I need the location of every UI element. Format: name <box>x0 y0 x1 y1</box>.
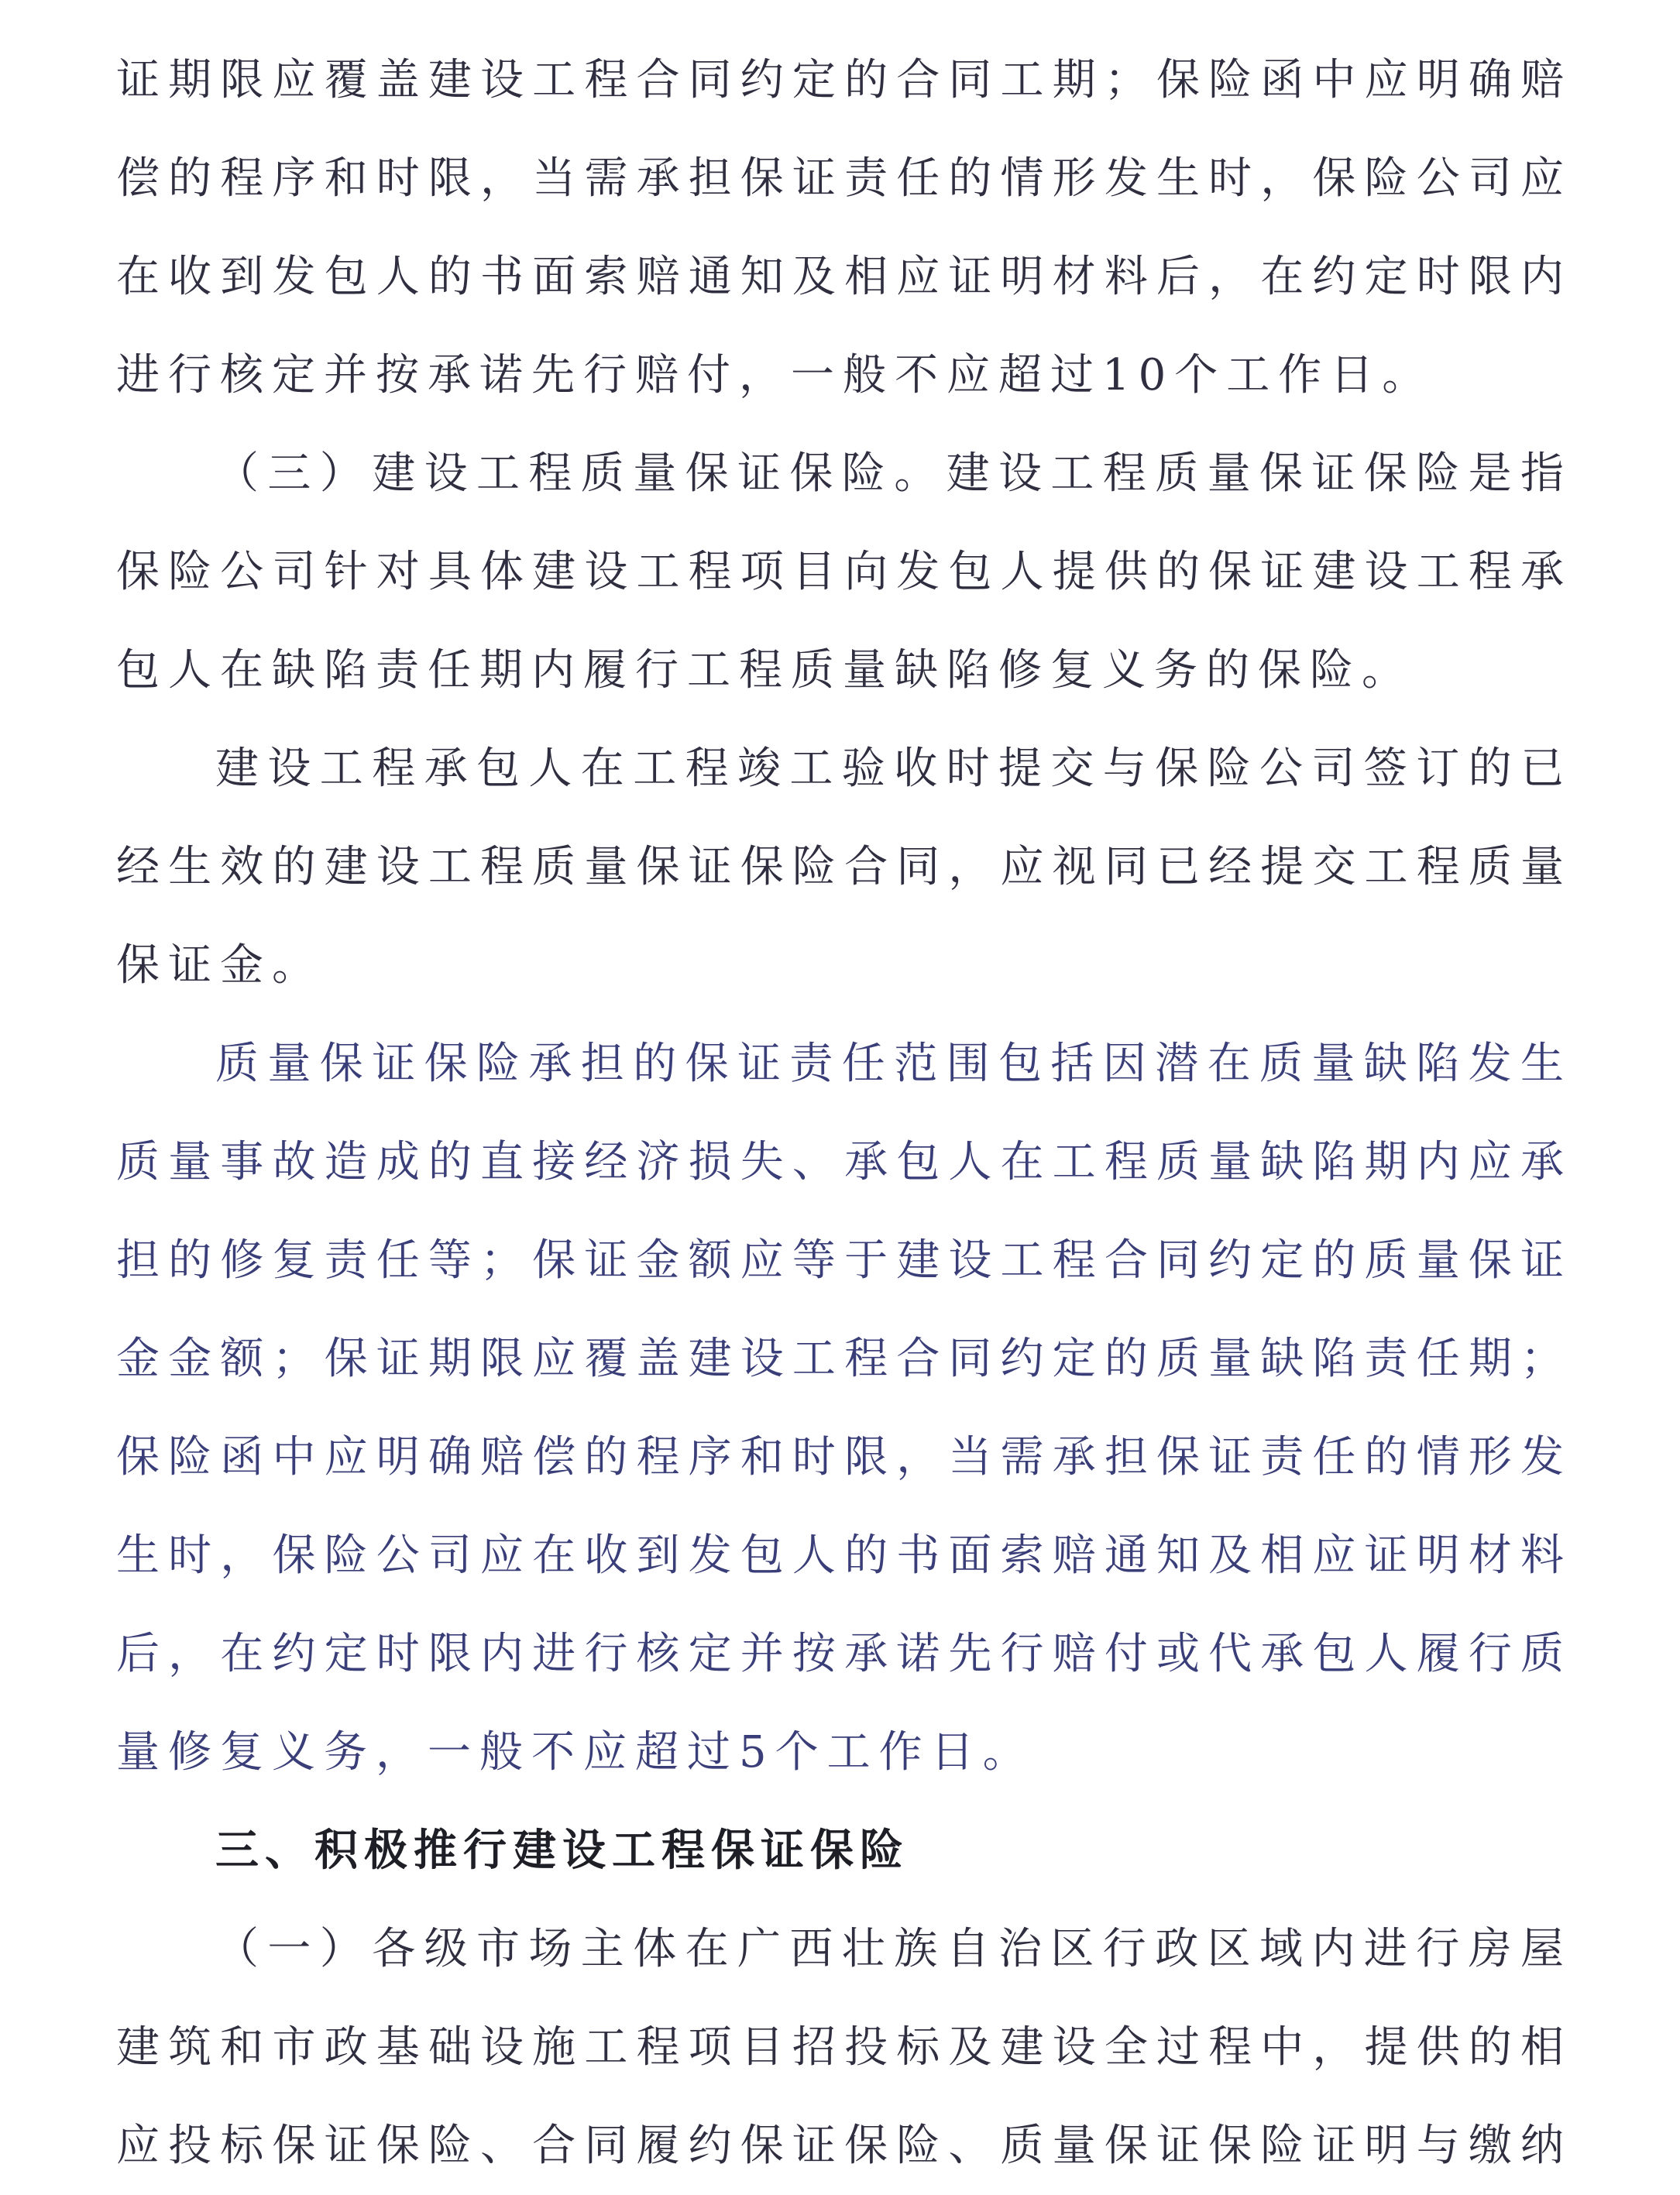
paragraph-start: （一）各级市场主体在广西壮族自治区行政区域内进行房屋 <box>215 1924 1572 1974</box>
text-line: 量修复义务，一般不应超过5个工作日。 <box>116 1727 1035 1778</box>
chapter-heading: 三、积极推行建设工程保证保险 <box>215 1826 909 1876</box>
text-line: 进行核定并按承诺先行赔付，一般不应超过10个工作日。 <box>116 350 1434 400</box>
text-line: 保险函中应明确赔偿的程序和时限，当需承担保证责任的情形发 <box>116 1432 1572 1482</box>
text-line: 保险公司针对具体建设工程项目向发包人提供的保证建设工程承 <box>116 547 1572 597</box>
text-line: 建筑和市政基础设施工程项目招投标及建设全过程中，提供的相 <box>116 2022 1572 2073</box>
text-line: 在收到发包人的书面索赔通知及相应证明材料后，在约定时限内 <box>116 252 1572 302</box>
text-line: 质量事故造成的直接经济损失、承包人在工程质量缺陷期内应承 <box>116 1137 1572 1187</box>
text-line: 保证金。 <box>116 940 324 991</box>
text-line: 经生效的建设工程质量保证保险合同，应视同已经提交工程质量 <box>116 842 1572 892</box>
text-line: 证期限应覆盖建设工程合同约定的合同工期；保险函中应明确赔 <box>116 55 1572 105</box>
paragraph-start: 质量保证保险承担的保证责任范围包括因潜在质量缺陷发生 <box>215 1039 1572 1089</box>
text-line: 包人在缺陷责任期内履行工程质量缺陷修复义务的保险。 <box>116 645 1414 696</box>
text-line: 应投标保证保险、合同履约保证保险、质量保证保险证明与缴纳 <box>116 2121 1572 2171</box>
text-line: 后，在约定时限内进行核定并按承诺先行赔付或代承包人履行质 <box>116 1629 1572 1679</box>
text-line: 担的修复责任等；保证金额应等于建设工程合同约定的质量保证 <box>116 1235 1572 1286</box>
text-line: 金金额；保证期限应覆盖建设工程合同约定的质量缺陷责任期； <box>116 1334 1572 1384</box>
paragraph-start: 建设工程承包人在工程竣工验收时提交与保险公司签订的已 <box>215 744 1572 794</box>
text-line: 偿的程序和时限，当需承担保证责任的情形发生时，保险公司应 <box>116 153 1572 204</box>
section-heading-3: （三）建设工程质量保证保险。建设工程质量保证保险是指 <box>215 448 1572 499</box>
text-line: 生时，保险公司应在收到发包人的书面索赔通知及相应证明材料 <box>116 1530 1572 1581</box>
body-text <box>116 31 1572 2195</box>
